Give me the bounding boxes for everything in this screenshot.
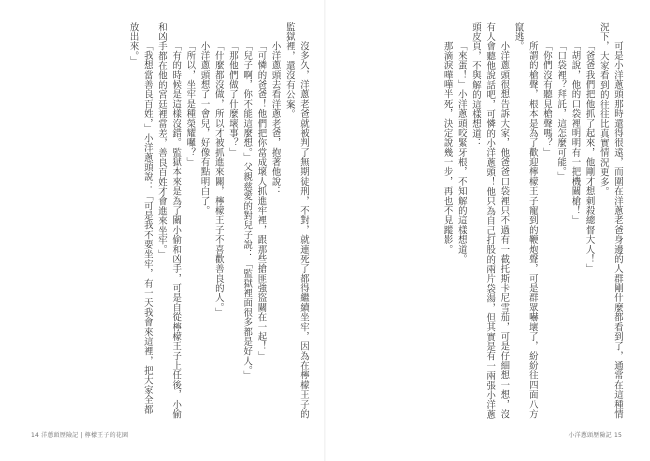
paragraph: 「那他們做了什麼壞事？」 bbox=[226, 40, 238, 158]
paragraph: 那滴淚嘩嘩半死，決定說幾一步，再也不見蹤影。 bbox=[441, 40, 453, 254]
paragraph: 「口袋裡？拜託，這怎麼可能。」 bbox=[555, 40, 567, 182]
right-page-footer: 小洋蔥頭歷險記 15 bbox=[568, 432, 622, 439]
paragraph: 所謂的槍聲，根本是為了歡迎檸檬王子寵到的鞭炮聲，可是群眾嚇壞了，紛紛往四面八方竄逃。 bbox=[512, 22, 538, 419]
right-page-text bbox=[346, 22, 624, 422]
paragraph: 「所以，坐牢是種榮耀囉？」 bbox=[184, 40, 196, 167]
paragraph: 「什麼都沒做，所以才被抓進來關，檸檬王子不喜歡善良的人。」 bbox=[212, 40, 224, 318]
paragraph: 「胡說，他的口袋裡明明有一把機關槍！」 bbox=[569, 40, 581, 225]
left-page-text bbox=[30, 22, 310, 422]
paragraph: 「你們沒有聽見槍聲嗎？」 bbox=[540, 40, 552, 158]
page-gutter bbox=[324, 0, 326, 461]
paragraph: 小洋蔥頭去看洋蔥老爸，抱著他說： bbox=[269, 40, 281, 196]
paragraph: 「我想當善良百姓，」小洋蔥頭說：「可是我不要坐牢，有一天我會來這裡，把大家全都放出來。」 bbox=[127, 22, 153, 415]
paragraph: 「可憐的爸爸！他們把你當成壞人抓進牢裡，跟那些搶匪強盜關在一起！」 bbox=[255, 40, 267, 361]
paragraph: 小洋蔥頭想了一會兒，好像有點明白了。 bbox=[198, 40, 210, 216]
right-page bbox=[346, 22, 624, 422]
left-page bbox=[30, 22, 310, 422]
paragraph: 「爸爸我們把他抓了起來，他剛才想刺殺總督大人！」 bbox=[583, 40, 595, 274]
paragraph: 「有的時候是這樣沒錯。監獄本來是為了關小偷和凶手，可是自從檸檬王子上任後，小偷和凶手都在他的宮廷裡當差，善良百姓才會進來坐牢。」 bbox=[155, 22, 182, 419]
paragraph: 可是小洋蔥頭那時還得很遠，而圍在洋蔥老爸身邊的人群剛什麼都看到了，通常在這種情況下，大家看到的往往比真實情況更多。 bbox=[597, 22, 623, 419]
paragraph: 小洋蔥頭很想告訴大家，他爸爸口袋裡只不過有一截托斯卡尼雪茄，可是仔細想一想，沒有人會聽他說話吧，可憐的小洋蔥頭！他只為自己打股的兩片袋湯，但其實是有一兩張小洋蔥頭皮頁，不與解的這樣想道： bbox=[469, 22, 510, 420]
paragraph: 「來蛋！」小洋蔥頭咬緊牙根，不知解的這樣想道。 bbox=[455, 40, 467, 264]
paragraph: 沒多久，洋蔥老爸就被判了無期徒刑，不對，就連死了都得繼續坐牢，因為在檸檬王子的監獄裡，還沒有公案。 bbox=[283, 22, 309, 419]
left-page-footer: 14 洋蔥頭歷險記 | 檸檬王子的花園 bbox=[31, 432, 129, 439]
paragraph: 「兒子啊，你不能這麼想。」父親慈愛的對兒子說：「監獄裡面很多都是好人。」 bbox=[241, 40, 253, 381]
